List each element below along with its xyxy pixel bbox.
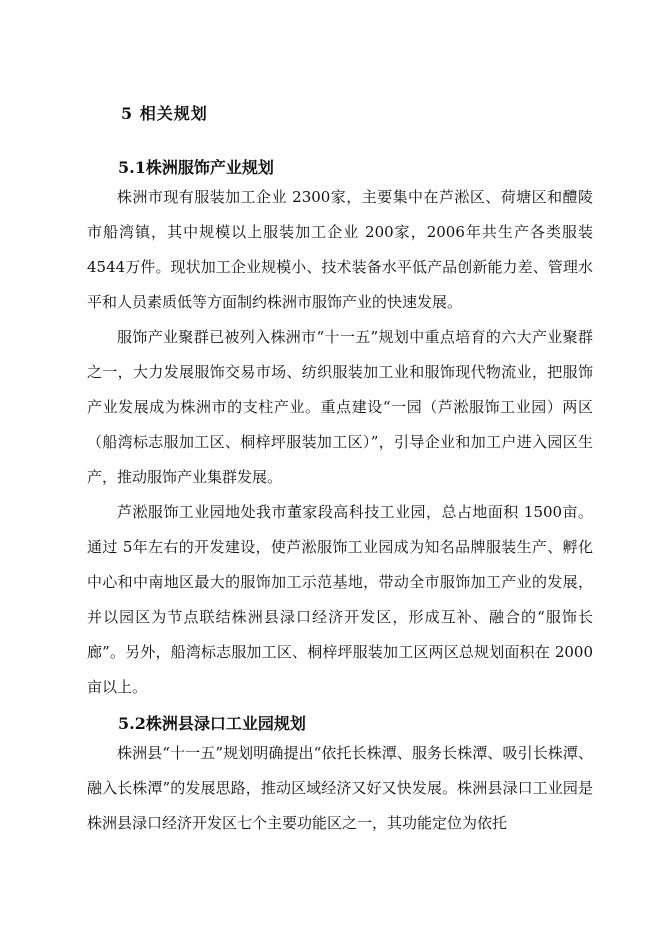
section-heading-5-1: 5.1株洲服饰产业规划 bbox=[118, 158, 274, 177]
paragraph-industry-cluster: 服饰产业聚群已被列入株洲市“十一五”规划中重点培育的六大产业聚群之一，大力发展服饰交易市场、纺织服装加工业和服饰现代物流业，把服饰产业发展成为株洲市的支柱产业。重点建设“一园（芦淞服饰工业园）两区（船湾标志服加工区、桐梓坪服装加工区）”，引导企业和加工户进入园区生产，推动服饰产业集群发展。 bbox=[87, 328, 593, 486]
paragraph-garment-enterprises: 株洲市现有服装加工企业 2300家，主要集中在芦淞区、荷塘区和醴陵市船湾镇，其中规模以上服装加工企业 200家，2006年共生产各类服装 4544万件。现状加工企业规模小、技术装备水平低产品创新能力差、管理水平和人员素质低等方面制约株洲市服饰产业的快速发展。 bbox=[87, 188, 593, 311]
chapter-heading: 5 相关规划 bbox=[121, 104, 208, 123]
paragraph-lukou-industrial-park: 株洲县“十一五”规划明确提出“依托长株潭、服务长株潭、吸引长株潭、融入长株潭”的发展思路，推动区域经济又好又快发展。株洲县渌口工业园是株洲县渌口经济开发区七个主要功能区之一，其功能定位为依托 bbox=[87, 744, 593, 832]
section-heading-5-2: 5.2株洲县渌口工业园规划 bbox=[118, 714, 306, 733]
paragraph-lusong-industrial-park: 芦淞服饰工业园地处我市董家段高科技工业园，总占地面积 1500亩。通过 5年左右的开发建设，使芦淞服饰工业园成为知名品牌服装生产、孵化中心和中南地区最大的服饰加工示范基地，带动全市服饰加工产业的发展，并以园区为节点联结株洲县渌口经济开发区，形成互补、融合的“服饰长廊”。另外，船湾标志服加工区、桐梓坪服装加工区两区总规划面积在 2000亩以上。 bbox=[87, 503, 593, 696]
